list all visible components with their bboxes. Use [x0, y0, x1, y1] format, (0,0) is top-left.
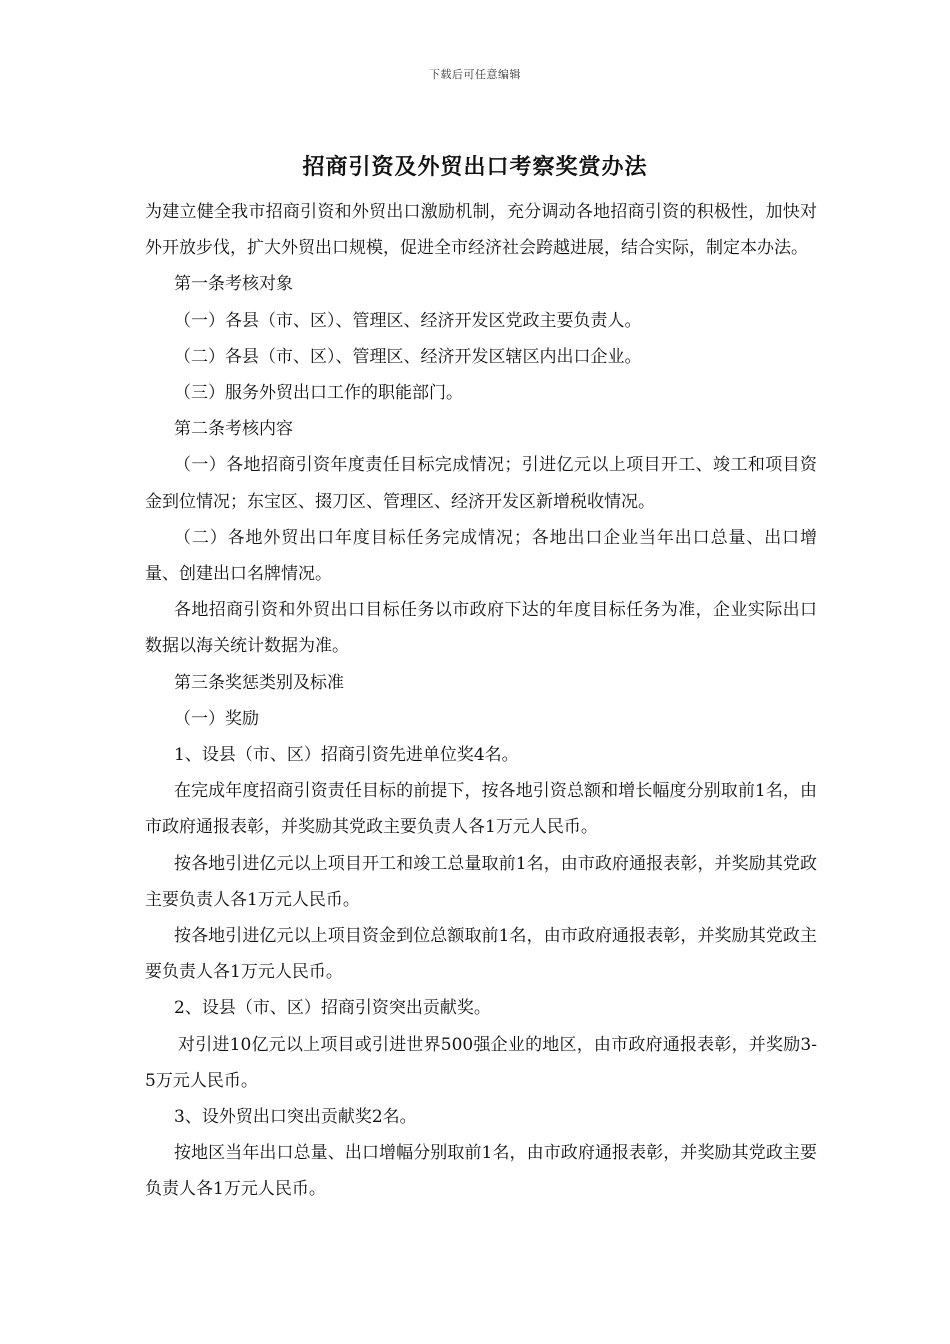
document-body	[145, 194, 817, 1208]
article-2-note: 各地招商引资和外贸出口目标任务以市政府下达的年度目标任务为准，企业实际出口数据以海关统计数据为准。	[145, 600, 817, 657]
article-3-heading: 第三条奖惩类别及标准	[174, 672, 344, 693]
article-1-item-2: （二）各县（市、区）、管理区、经济开发区辖区内出口企业。	[174, 346, 642, 367]
reward-2-detail: 对引进10亿元以上项目或引进世界500强企业的地区，由市政府通报表彰，并奖励3-5万元人民币。	[145, 1034, 817, 1091]
reward-3-detail: 按地区当年出口总量、出口增幅分别取前1名，由市政府通报表彰，并奖励其党政主要负责人各1万元人民币。	[145, 1143, 817, 1200]
article-3-section-rewards: （一）奖励	[174, 708, 259, 729]
article-1-item-1: （一）各县（市、区）、管理区、经济开发区党政主要负责人。	[174, 310, 642, 331]
reward-1-heading: 1、设县（市、区）招商引资先进单位奖4名。	[174, 745, 519, 766]
article-2-item-2: （二）各地外贸出口年度目标任务完成情况；各地出口企业当年出口总量、出口增量、创建出口名牌情况。	[145, 527, 817, 585]
article-1-item-3: （三）服务外贸出口工作的职能部门。	[174, 383, 463, 404]
reward-3-heading: 3、设外贸出口突出贡献奖2名。	[174, 1107, 417, 1128]
header-note: 下载后可任意编辑	[429, 68, 521, 81]
reward-1-detail-1: 在完成年度招商引资责任目标的前提下，按各地引资总额和增长幅度分别取前1名，由市政府通报表彰，并奖励其党政主要负责人各1万元人民币。	[145, 781, 817, 838]
article-1-heading: 第一条考核对象	[174, 274, 293, 295]
intro-paragraph: 为建立健全我市招商引资和外贸出口激励机制，充分调动各地招商引资的积极性，加快对外开放步伐，扩大外贸出口规模，促进全市经济社会跨越进展，结合实际，制定本办法。	[145, 202, 817, 259]
reward-1-detail-2: 按各地引进亿元以上项目开工和竣工总量取前1名，由市政府通报表彰，并奖励其党政主要负责人各1万元人民币。	[145, 853, 817, 910]
reward-2-heading: 2、设县（市、区）招商引资突出贡献奖。	[174, 998, 491, 1019]
article-2-item-1: （一）各地招商引资年度责任目标完成情况；引进亿元以上项目开工、竣工和项目资金到位情况；东宝区、掇刀区、管理区、经济开发区新增税收情况。	[145, 455, 817, 512]
document-title: 招商引资及外贸出口考察奖赏办法	[302, 154, 648, 180]
article-2-heading: 第二条考核内容	[174, 419, 293, 440]
reward-1-detail-3: 按各地引进亿元以上项目资金到位总额取前1名，由市政府通报表彰，并奖励其党政主要负责人各1万元人民币。	[145, 926, 817, 983]
